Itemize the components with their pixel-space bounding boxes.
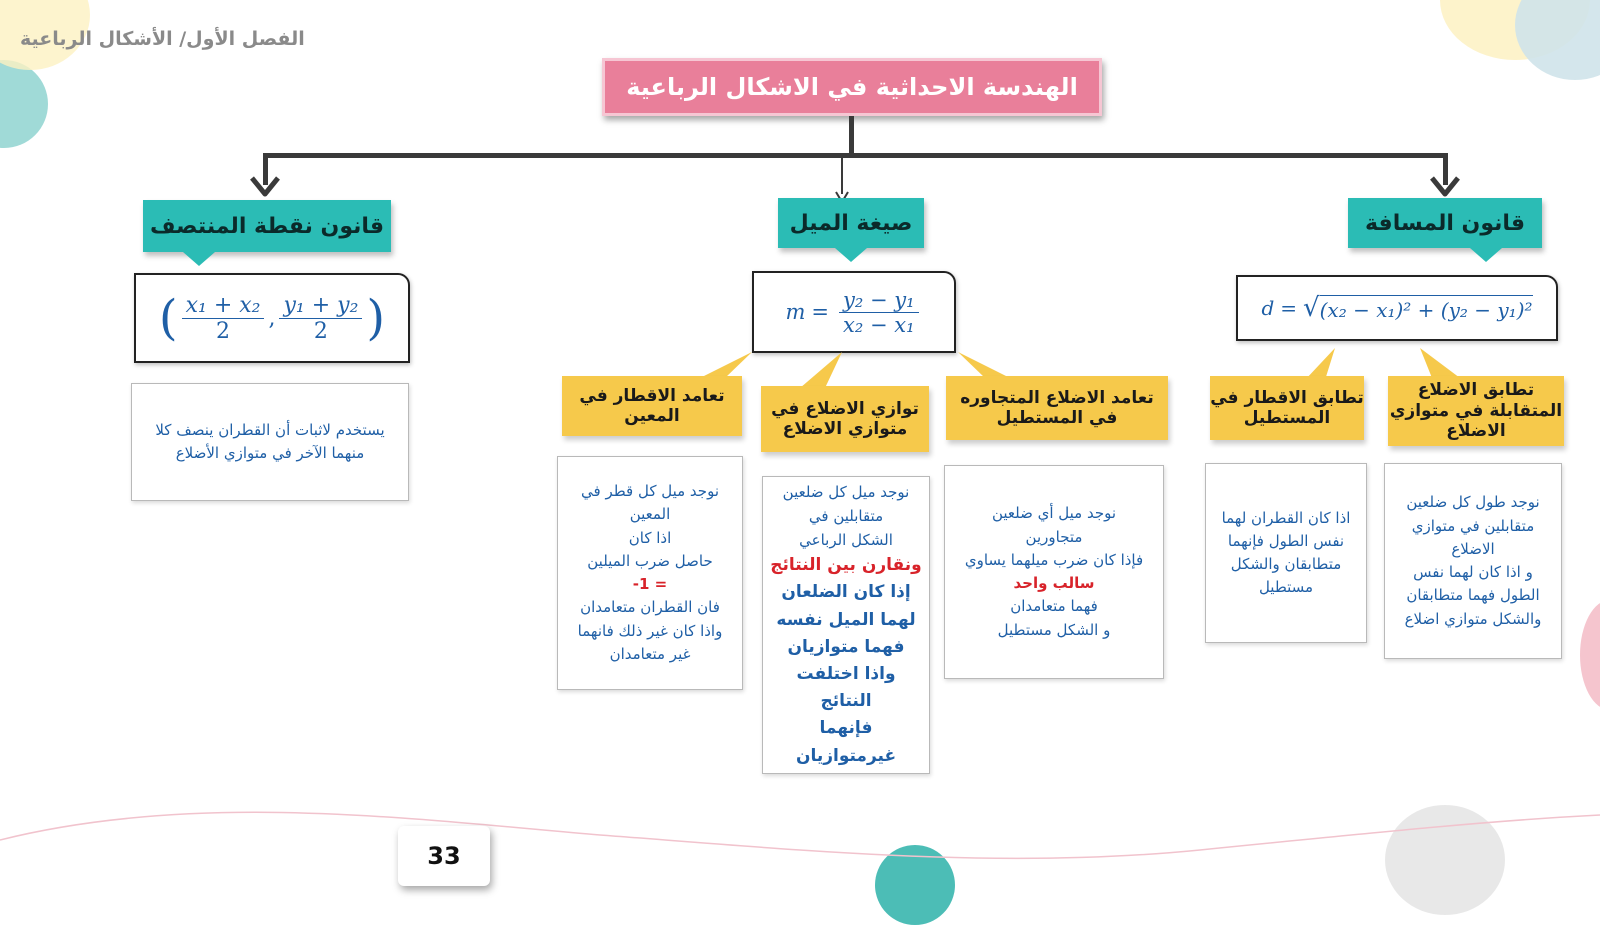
topic-heading-parallel-sides: توازي الاضلاع في متوازي الاضلاع bbox=[761, 386, 929, 452]
topic-card-rectangle-diagonals-congruent: اذا كان القطران لهما نفس الطول فإنهما متطابقان والشكل مستطيل bbox=[1205, 463, 1367, 643]
topic-card-parallel-sides: نوجد ميل كل ضلعين متقابلين في الشكل الرباعي ونقارن بين النتائج إذا كان الضلعان لهما الميل نفسه فهما متوازيان واذا اختلفت النتائج فإنهما غيرمتوازيان bbox=[762, 476, 930, 774]
sqrt-symbol: √ bbox=[1303, 293, 1320, 323]
topic-heading-rectangle-diagonals-congruent: تطابق الاقطار في المستطيل bbox=[1210, 376, 1364, 440]
distance-formula-box: d = √ (x₂ − x₁)² + (y₂ − y₁)² bbox=[1236, 275, 1558, 341]
equals-sign: = bbox=[1280, 296, 1298, 320]
paren-open: ( bbox=[158, 290, 178, 346]
topic-card-adjacent-sides-perpendicular: نوجد ميل أي ضلعين متجاورين فإذا كان ضرب ميلهما يساوي سالب واحد فهما متعامدان و الشكل مستطيل bbox=[944, 465, 1164, 679]
heading-midpoint-law: قانون نقطة المنتصف bbox=[143, 200, 391, 252]
decor-wave-line bbox=[0, 780, 1600, 900]
topic-card-opposite-sides-congruent: نوجد طول كل ضلعين متقابلين في متوازي الاضلاع و اذا كان لهما نفس الطول فهما متطابقان والشكل متوازي اضلاع bbox=[1384, 463, 1562, 659]
slope-fraction: $\frac{\text{y₂ − y₁}}{\text{x₂ − x₁}}$ bbox=[839, 288, 919, 337]
page-number: 33 bbox=[398, 826, 490, 886]
heading-slope-formula: صيغة الميل bbox=[778, 198, 924, 248]
callout-pointers bbox=[0, 0, 1600, 420]
page-title: الهندسة الاحداثية في الاشكال الرباعية bbox=[602, 58, 1102, 116]
topic-heading-rhombus-diagonals-perpendicular: تعامد الاقطار في المعين bbox=[562, 376, 742, 436]
topic-heading-adjacent-sides-perpendicular: تعامد الاضلاع المتجاوره في المستطيل bbox=[946, 376, 1168, 440]
midpoint-y-fraction: $\frac{\text{y₁ + y₂}}{2}$ bbox=[279, 293, 362, 344]
midpoint-x-fraction: $\frac{\text{x₁ + x₂}}{2}$ bbox=[182, 293, 265, 344]
decor-blob-pink-right bbox=[1580, 600, 1600, 710]
comma: , bbox=[268, 305, 276, 331]
midpoint-note-card: يستخدم لاثبات أن القطران ينصف كلا منهما الآخر في متوازي الأضلاع bbox=[131, 383, 409, 501]
slope-formula-box: m = $\frac{\text{y₂ − y₁}}{\text{x₂ − x₁}}$ bbox=[752, 271, 956, 353]
breadcrumb: الفصل الأول/ الأشكال الرباعية bbox=[20, 28, 305, 50]
heading-distance-law: قانون المسافة bbox=[1348, 198, 1542, 248]
topic-heading-opposite-sides-congruent: تطابق الاضلاع المتقابلة في متوازي الاضلاع bbox=[1388, 376, 1564, 446]
paren-close: ) bbox=[366, 290, 386, 346]
equals-sign: = bbox=[811, 300, 829, 324]
topic-card-rhombus-diagonals-perpendicular: نوجد ميل كل قطر في المعين اذا كان حاصل ضرب الميلين -1 = فان القطران متعامدان واذا كان غير ذلك فانهما غير متعامدان bbox=[557, 456, 743, 690]
